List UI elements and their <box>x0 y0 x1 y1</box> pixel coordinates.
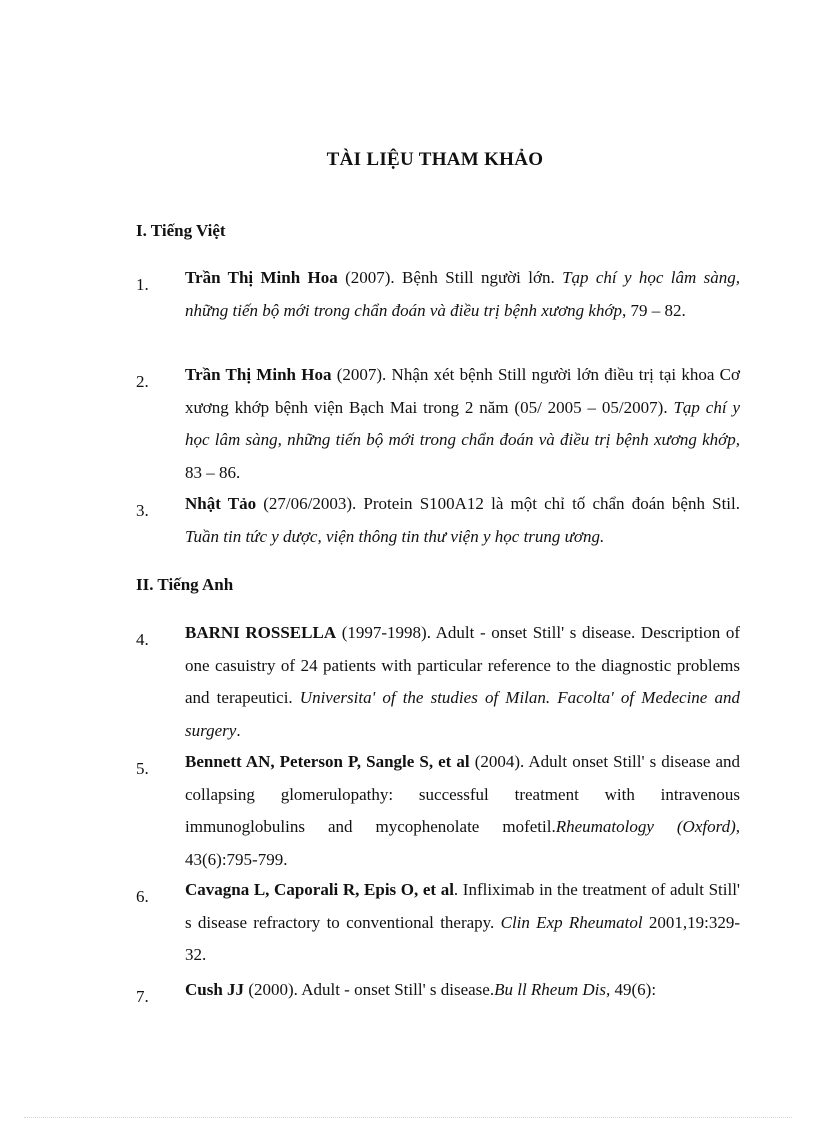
reference-authors: Trần Thị Minh Hoa <box>185 268 338 287</box>
reference-journal: Clin Exp Rheumatol <box>500 912 643 932</box>
reference-journal: Rheumatology (Oxford) <box>555 817 736 836</box>
reference-pages: 49(6): <box>610 980 657 999</box>
reference-pages: , 79 – 82. <box>622 300 686 320</box>
reference-item <box>136 262 740 327</box>
reference-item <box>136 746 740 876</box>
reference-item <box>136 488 740 553</box>
reference-journal: Bu ll Rheum Dis, <box>494 980 611 999</box>
reference-authors: Cush JJ <box>185 980 245 999</box>
reference-authors: Cavagna L, Caporali R, Epis O, et al <box>185 880 454 899</box>
reference-journal: Tuần tin tức y dược, viện thông tin thư viện y học trung ương. <box>185 526 605 546</box>
reference-details: (2007). Nhận xét bệnh Still người lớn điều trị tại khoa Cơ xương khớp bệnh viện Bạch Mai trong 2 năm (05/ 2005 – 05/2007). <box>185 365 741 417</box>
reference-details: (2004). Adult onset Still' s disease and collapsing glomerulopathy: successful treatment with intravenous immunoglobulins and mycophenolate mofetil. <box>185 752 741 836</box>
reference-text <box>185 617 740 747</box>
reference-text <box>185 974 740 1007</box>
reference-text <box>185 488 740 553</box>
reference-details: . Infliximab in the treatment of adult Still' s disease refractory to conventional therapy. <box>185 880 740 932</box>
reference-number: 6. <box>136 887 149 906</box>
reference-text <box>185 874 740 972</box>
reference-pages: 2001,19:329-32. <box>185 912 740 964</box>
reference-item <box>136 359 740 489</box>
reference-item <box>136 617 740 747</box>
reference-pages: . <box>236 720 241 740</box>
reference-text <box>185 262 740 327</box>
reference-number: 2. <box>136 372 149 391</box>
reference-text <box>185 746 740 876</box>
reference-pages: 83 – 86. <box>185 462 241 482</box>
reference-item <box>136 874 740 972</box>
reference-authors: BARNI ROSSELLA <box>185 623 337 642</box>
page-bottom-divider <box>24 1117 792 1118</box>
reference-journal: Tạp chí y học lâm sàng, những tiến bộ mới trong chẩn đoán và điều trị bệnh xương khớp <box>185 268 740 320</box>
section-heading-english: II. Tiếng Anh <box>136 575 234 594</box>
page-title: TÀI LIỆU THAM KHẢO <box>326 149 544 170</box>
reference-number: 1. <box>136 275 149 294</box>
reference-number: 5. <box>136 759 149 778</box>
reference-journal: Universita' of the studies of Milan. Facolta' of Medecine and surgery <box>185 688 740 740</box>
reference-details: (2000). Adult - onset Still' s disease. <box>244 980 495 999</box>
reference-authors: Bennett AN, Peterson P, Sangle S, et al <box>185 752 470 771</box>
reference-number: 3. <box>136 501 149 520</box>
reference-details: (1997-1998). Adult - onset Still' s disease. Description of one casuistry of 24 patients with particular reference to the diagnostic problems and terapeutici. <box>185 623 740 707</box>
reference-details: (27/06/2003). Protein S100A12 là một chỉ tố chẩn đoán bệnh Stil. <box>256 494 740 513</box>
reference-details: (2007). Bệnh Still người lớn. <box>337 268 563 287</box>
reference-item <box>136 974 740 1007</box>
reference-number: 4. <box>136 630 149 649</box>
reference-journal: Tạp chí y học lâm sàng, những tiến bộ mới trong chẩn đoán và điều trị bệnh xương khớp, <box>185 397 740 449</box>
reference-text <box>185 359 740 489</box>
section-heading-vietnamese: I. Tiếng Việt <box>136 221 226 240</box>
reference-authors: Nhật Tảo <box>185 494 257 513</box>
reference-number: 7. <box>136 987 149 1006</box>
reference-pages: , 43(6):795-799. <box>185 817 740 869</box>
reference-authors: Trần Thị Minh Hoa <box>185 365 332 384</box>
